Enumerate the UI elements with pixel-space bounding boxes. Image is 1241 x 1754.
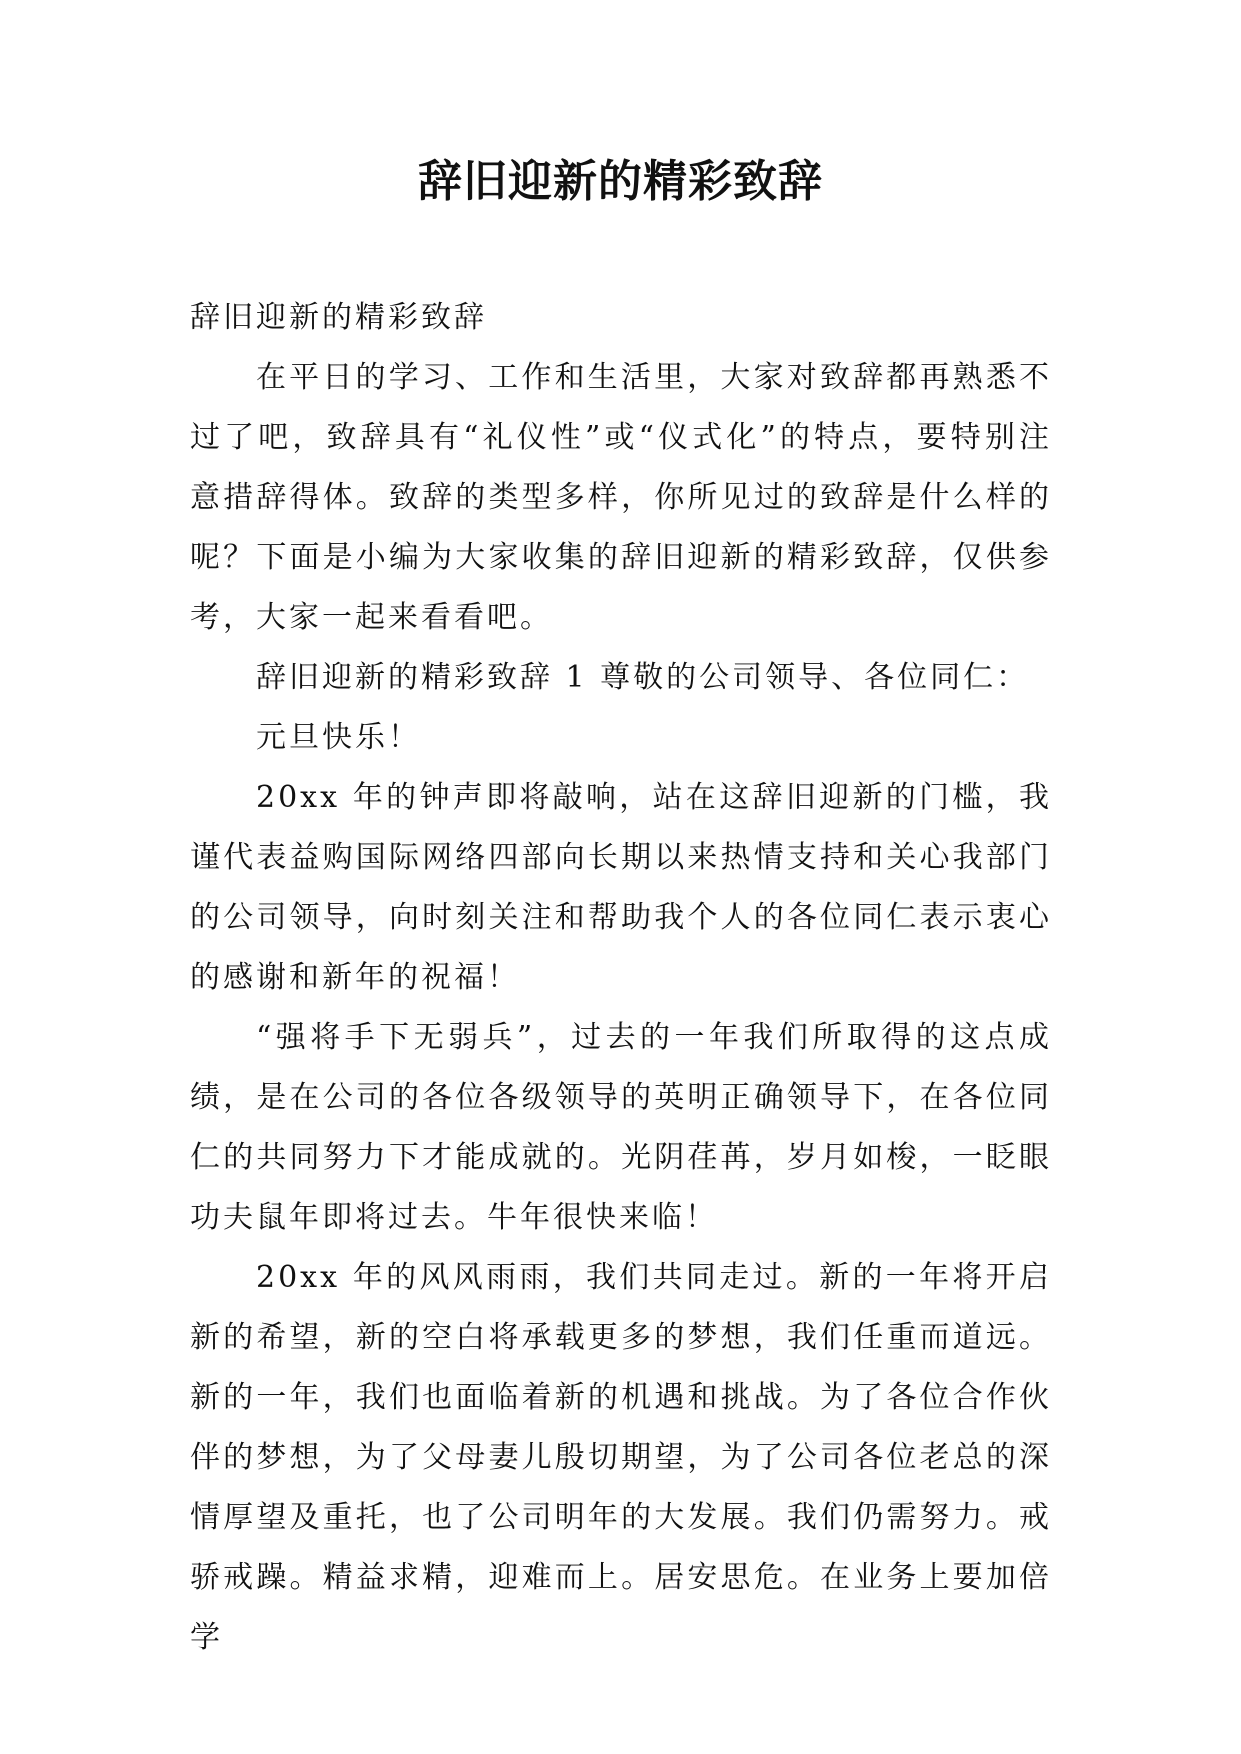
paragraph-subtitle: 辞旧迎新的精彩致辞 [190, 300, 487, 335]
document-title: 辞旧迎新的精彩致辞 [418, 156, 823, 207]
paragraph-thanks: 20xx 年的钟声即将敲响，站在这辞旧迎新的门槛，我谨代表益购国际网络四部向长期以来热情支持和关心我部门的公司领导，向时刻关注和帮助我个人的各位同仁表示衷心的感谢和新年的祝福！ [190, 780, 1052, 995]
paragraph-greeting: 元旦快乐！ [256, 720, 421, 755]
paragraph-achievements: “强将手下无弱兵”，过去的一年我们所取得的这点成绩，是在公司的各位各级领导的英明正确领导下，在各位同仁的共同努力下才能成就的。光阴荏苒，岁月如梭，一眨眼功夫鼠年即将过去。牛年很快来临！ [190, 1020, 1052, 1235]
document-body [190, 288, 1052, 1668]
paragraph-new-year: 20xx 年的风风雨雨，我们共同走过。新的一年将开启新的希望，新的空白将承载更多的梦想，我们任重而道远。新的一年，我们也面临着新的机遇和挑战。为了各位合作伙伴的梦想，为了父母妻儿殷切期望，为了公司各位老总的深情厚望及重托，也了公司明年的大发展。我们仍需努力。戒骄戒躁。精益求精，迎难而上。居安思危。在业务上要加倍学 [190, 1260, 1052, 1655]
paragraph-intro: 在平日的学习、工作和生活里，大家对致辞都再熟悉不过了吧，致辞具有“礼仪性”或“仪式化”的特点，要特别注意措辞得体。致辞的类型多样，你所见过的致辞是什么样的呢？下面是小编为大家收集的辞旧迎新的精彩致辞，仅供参考，大家一起来看看吧。 [190, 360, 1052, 635]
paragraph-salutation: 辞旧迎新的精彩致辞 1 尊敬的公司领导、各位同仁： [256, 660, 1030, 695]
